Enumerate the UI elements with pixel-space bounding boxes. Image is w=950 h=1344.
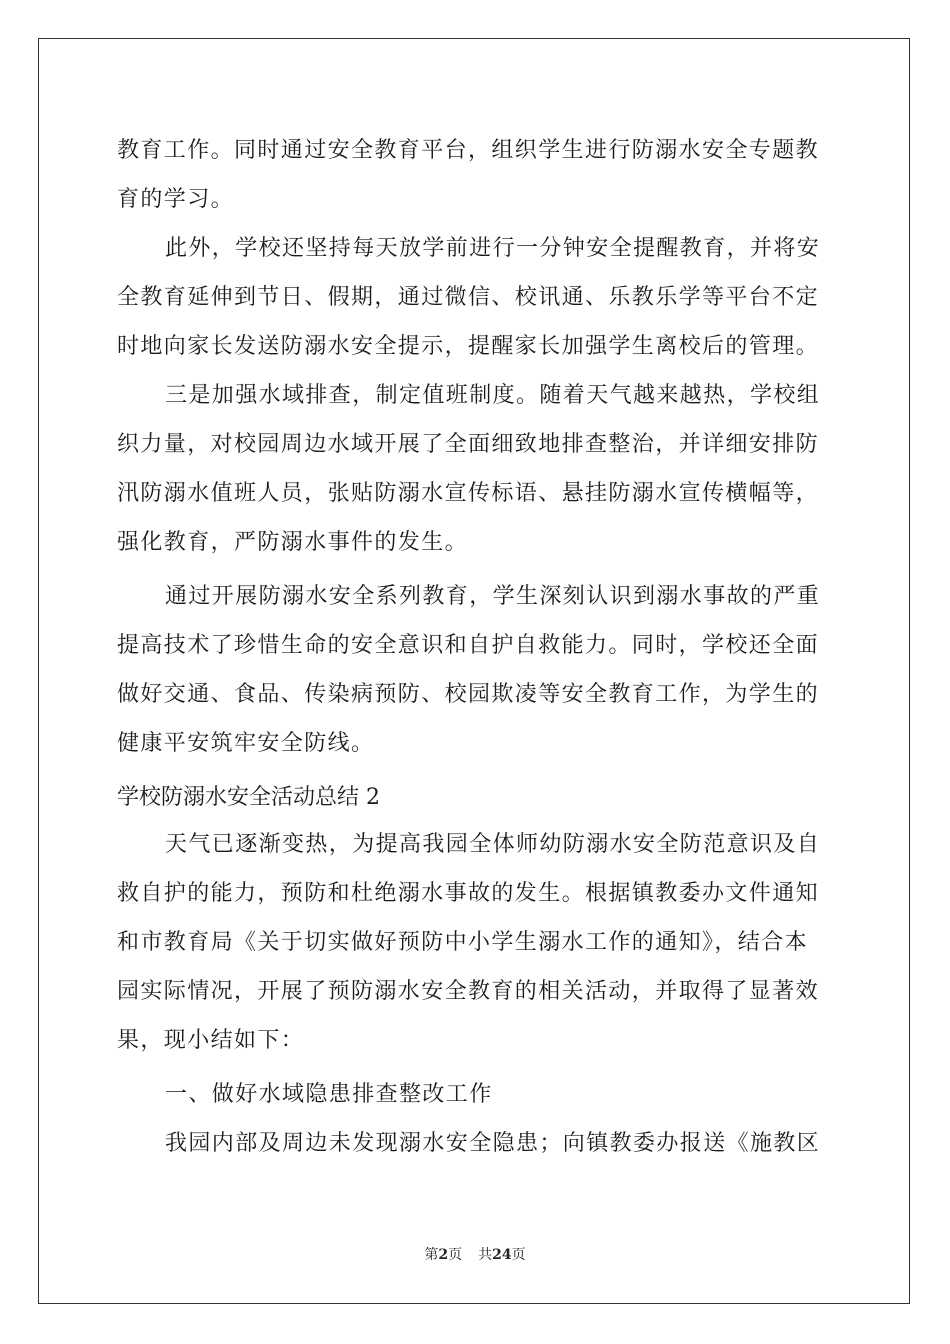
page-prefix: 第 — [424, 1247, 439, 1263]
text-line: 汛防溺水值班人员，张贴防溺水宣传标语、悬挂防溺水宣传横幅等， — [117, 481, 820, 506]
subheading: 一、做好水域隐患排查整改工作 — [165, 1082, 493, 1107]
text-line: 做好交通、食品、传染病预防、校园欺凌等安全教育工作，为学生的 — [117, 682, 820, 707]
text-line: 教育工作。同时通过安全教育平台，组织学生进行防溺水安全专题教 — [117, 138, 820, 163]
text-line: 天气已逐渐变热，为提高我园全体师幼防溺水安全防范意识及自 — [165, 832, 821, 857]
text-line: 通过开展防溺水安全系列教育，学生深刻认识到溺水事故的严重 — [165, 584, 821, 609]
text-line: 织力量，对校园周边水域开展了全面细致地排查整治，并详细安排防 — [117, 432, 820, 457]
text-line: 强化教育，严防溺水事件的发生。 — [117, 530, 469, 555]
text-line: 园实际情况，开展了预防溺水安全教育的相关活动，并取得了显著效 — [117, 979, 820, 1004]
text-line: 我园内部及周边未发现溺水安全隐患；向镇教委办报送《施教区 — [165, 1131, 821, 1156]
total-suffix: 页 — [511, 1247, 526, 1263]
text-line: 育的学习。 — [117, 187, 235, 212]
text-line: 全教育延伸到节日、假期，通过微信、校讯通、乐教乐学等平台不定 — [117, 285, 820, 310]
total-prefix: 共 — [478, 1247, 493, 1263]
section-heading: 学校防溺水安全活动总结 2 — [117, 785, 380, 810]
page-number: 2 — [438, 1247, 449, 1263]
page-border — [38, 38, 910, 1304]
text-line: 时地向家长发送防溺水安全提示，提醒家长加强学生离校后的管理。 — [117, 334, 820, 359]
text-line: 救自护的能力，预防和杜绝溺水事故的发生。根据镇教委办文件通知 — [117, 881, 820, 906]
text-line: 提高技术了珍惜生命的安全意识和自护自救能力。同时，学校还全面 — [117, 633, 820, 658]
page-suffix: 页 — [448, 1247, 463, 1263]
text-line: 健康平安筑牢安全防线。 — [117, 731, 375, 756]
text-line: 三是加强水域排查，制定值班制度。随着天气越来越热，学校组 — [165, 383, 821, 408]
text-line: 此外，学校还坚持每天放学前进行一分钟安全提醒教育，并将安 — [165, 236, 821, 261]
text-line: 和市教育局《关于切实做好预防中小学生溺水工作的通知》，结合本 — [117, 930, 809, 955]
total-pages: 24 — [492, 1247, 512, 1263]
page-footer — [0, 1246, 950, 1264]
text-line: 果，现小结如下： — [117, 1028, 305, 1053]
